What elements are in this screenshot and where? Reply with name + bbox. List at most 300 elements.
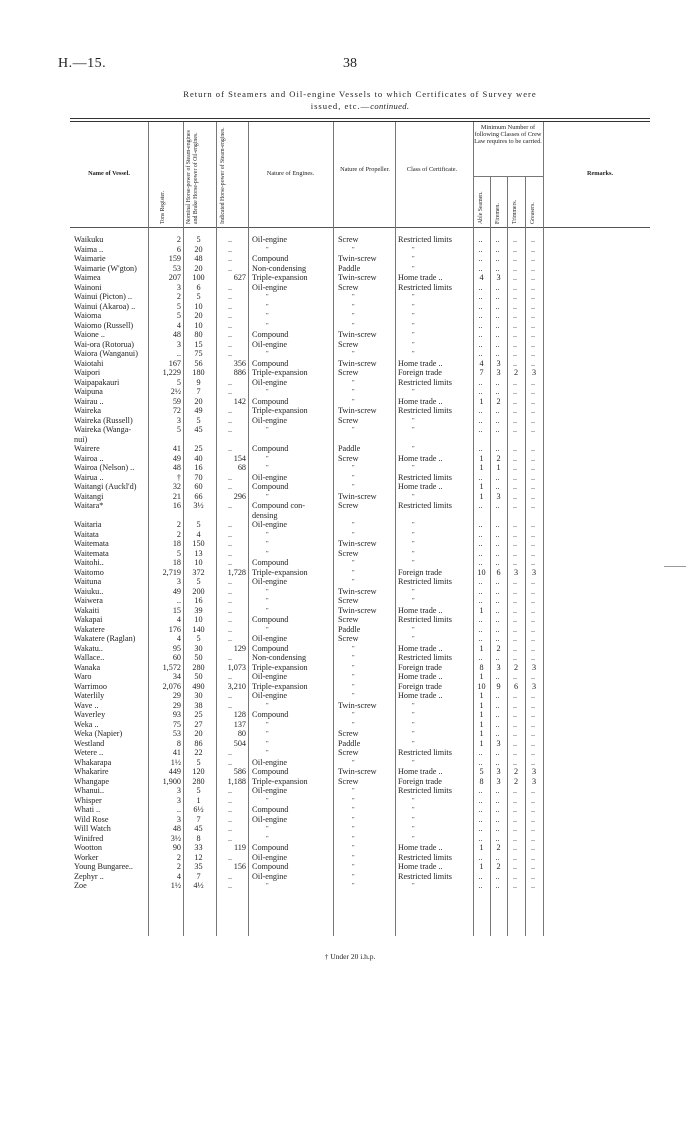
leader-dots: .. (495, 605, 500, 615)
leader-dots: .. (478, 320, 483, 330)
cell-tons: 16 (172, 501, 181, 510)
leader-dots: .. (513, 719, 517, 729)
cell-nhp: 13 (194, 548, 203, 558)
cell-cert: Restricted limits (398, 235, 452, 244)
leader-dots: .. (513, 358, 517, 368)
cell-prop: " (352, 426, 355, 433)
leader-dots: .. (531, 387, 535, 396)
cell-tons: 48 (172, 463, 181, 472)
cell-nhp: 280 (192, 776, 205, 786)
leader-dots: .. (478, 501, 483, 510)
cell-tons: 449 (168, 767, 181, 776)
header-certificate: Class of Certificate. (406, 166, 458, 173)
cell-tons: 49 (172, 453, 181, 463)
cell-prop: Twin-screw (338, 254, 377, 263)
leader-dots: .. (478, 577, 483, 586)
cell-cert: Restricted limits (398, 786, 452, 795)
cell-nhp: 200 (192, 586, 205, 596)
leader-dots: .. (531, 254, 535, 263)
cell-tons: 2 (176, 529, 181, 539)
cell-cert: Home trade .. (398, 672, 443, 681)
cell-ihp: 886 (233, 368, 246, 377)
cell-cert: " (412, 426, 415, 433)
cell-name: Wave .. (74, 700, 99, 710)
cell-name: Waitara* (74, 501, 104, 510)
cell-prop: Screw (338, 501, 359, 510)
leader-dots: .. (531, 529, 535, 539)
leader-dots: .. (228, 833, 232, 843)
cell-nhp: 7 (196, 387, 201, 396)
leader-dots: .. (531, 833, 535, 843)
cell-f: 2 (496, 862, 501, 871)
header-trimmers: Trimmers. (512, 199, 518, 224)
cell-cert: " (412, 312, 415, 319)
leader-dots: .. (513, 301, 517, 311)
cell-nhp: 20 (194, 244, 203, 254)
cell-name: Waiotahi (74, 358, 104, 368)
cell-eng: Oil-engine (252, 415, 288, 425)
cell-name: Waimea (74, 273, 101, 282)
cell-a: 10 (477, 567, 486, 577)
leader-dots: .. (495, 729, 500, 738)
cell-tons: 6 (176, 244, 181, 254)
cell-tons: .. (176, 349, 181, 358)
cell-a: 1 (479, 729, 484, 738)
cell-name: Wainui (Akaroa) .. (74, 301, 136, 311)
cell-a: 1 (479, 453, 484, 463)
cell-t: 2 (513, 368, 519, 377)
leader-dots: .. (478, 387, 483, 396)
cell-tons: 5 (176, 301, 181, 311)
cell-eng: Oil-engine (252, 871, 288, 881)
leader-dots: .. (531, 586, 535, 596)
cell-name: Waipapakauri (74, 377, 120, 387)
leader-dots: .. (495, 634, 500, 643)
leader-dots: .. (513, 634, 517, 643)
cell-a: 1 (479, 643, 484, 653)
cell-nhp: 20 (194, 311, 203, 320)
leader-dots: .. (513, 235, 517, 244)
cell-tons: 4 (176, 615, 181, 624)
cell-eng: " (266, 701, 269, 709)
cell-name: Wakaiti (74, 605, 100, 615)
leader-dots: .. (531, 292, 535, 301)
leader-dots: .. (228, 748, 232, 757)
cell-name: Whati .. (74, 805, 101, 814)
cell-eng: Compound (252, 330, 289, 339)
leader-dots: .. (531, 862, 535, 871)
cell-f: 2 (496, 453, 501, 463)
cell-nhp: 7 (196, 871, 201, 881)
leader-dots: .. (531, 605, 535, 615)
leader-dots: .. (513, 786, 517, 795)
leader-dots: .. (513, 320, 517, 330)
cell-prop: " (352, 350, 355, 357)
cell-nhp: 20 (194, 263, 203, 273)
cell-cert: " (412, 416, 415, 424)
leader-dots: .. (495, 710, 500, 719)
leader-dots: .. (531, 377, 535, 387)
cell-name: Winifred (74, 833, 104, 843)
leader-dots: .. (478, 833, 483, 843)
cell-eng: Oil-engine (252, 634, 288, 643)
cell-tons: 3½ (170, 833, 181, 843)
cell-cert: Restricted limits (398, 472, 452, 482)
cell-cert: " (412, 882, 415, 889)
cell-name: Waikuku (74, 235, 104, 244)
cell-eng: " (266, 245, 269, 253)
leader-dots: .. (495, 871, 500, 881)
cell-f: 1 (496, 463, 501, 472)
cell-a: 1 (479, 700, 484, 710)
cell-ihp: 1,188 (227, 776, 246, 786)
cell-name: Wainui (Picton) .. (74, 292, 133, 301)
cell-eng: Oil-engine (252, 472, 288, 482)
cell-prop: " (352, 673, 355, 680)
leader-dots: .. (228, 871, 232, 881)
leader-dots: .. (495, 472, 500, 482)
cell-eng: Triple-expansion (252, 406, 308, 415)
leader-dots: .. (513, 444, 517, 453)
cell-nhp: 15 (194, 339, 203, 349)
leader-dots: .. (531, 244, 535, 254)
cell-cert: " (412, 302, 415, 310)
cell-nhp: 100 (192, 273, 205, 282)
leader-dots: .. (478, 254, 483, 263)
leader-dots: .. (495, 425, 500, 434)
leader-dots: .. (228, 387, 232, 396)
cell-ihp: 142 (233, 396, 246, 406)
cell-cert: " (412, 635, 415, 642)
cell-a: 4 (479, 358, 484, 368)
cell-eng: " (266, 549, 269, 557)
leader-dots: .. (531, 653, 535, 662)
leader-dots: .. (495, 814, 500, 824)
leader-dots: .. (228, 605, 232, 615)
cell-ihp: 586 (233, 767, 246, 776)
cell-eng: Triple-expansion (252, 368, 308, 377)
leader-dots: .. (495, 596, 500, 605)
cell-name: Whakarire (74, 767, 109, 776)
cell-name: Worker (74, 852, 99, 862)
cell-prop: " (352, 758, 355, 766)
cell-cert: " (412, 350, 415, 357)
cell-f: 9 (496, 681, 501, 691)
leader-dots: .. (228, 795, 232, 805)
cell-eng: " (266, 321, 269, 329)
cell-cert: Restricted limits (398, 282, 452, 292)
cell-name: Zephyr .. (74, 871, 104, 881)
cell-eng: Oil-engine (252, 757, 288, 767)
leader-dots: .. (478, 377, 483, 387)
cell-nhp: 10 (194, 615, 203, 624)
leader-dots: .. (478, 425, 483, 434)
cell-prop: Paddle (338, 738, 361, 748)
leader-dots: .. (531, 634, 535, 643)
cell-cert: Restricted limits (398, 653, 452, 662)
margin-mark (664, 566, 686, 567)
cell-nhp: 5 (196, 292, 201, 301)
cell-cert: " (412, 587, 415, 595)
cell-cert: Restricted limits (398, 852, 452, 862)
cell-nhp: 5 (196, 634, 201, 643)
cell-nhp: 75 (194, 349, 203, 358)
cell-eng: " (266, 587, 269, 595)
cell-nhp: 66 (194, 491, 203, 501)
leader-dots: .. (531, 463, 535, 472)
leader-dots: .. (228, 529, 232, 539)
cell-prop: " (352, 312, 355, 319)
leader-dots: .. (513, 748, 517, 757)
leader-dots: .. (478, 244, 483, 254)
leader-dots: .. (513, 453, 517, 463)
leader-dots: .. (513, 254, 517, 263)
cell-t: 6 (513, 681, 519, 691)
cell-eng: " (266, 720, 269, 728)
cell-tons: † (176, 472, 181, 482)
leader-dots: .. (228, 482, 232, 491)
leader-dots: .. (478, 748, 483, 757)
leader-dots: .. (228, 691, 232, 700)
leader-dots: .. (478, 406, 483, 415)
cell-nhp: 140 (192, 624, 205, 634)
cell-tons: 5 (176, 377, 181, 387)
cell-nhp: 6 (196, 282, 201, 292)
leader-dots: .. (531, 273, 535, 282)
leader-dots: .. (513, 558, 517, 567)
cell-f: 3 (496, 767, 501, 776)
cell-cert: Home trade .. (398, 273, 443, 282)
cell-nhp: 45 (194, 824, 203, 833)
cell-cert: " (412, 711, 415, 718)
cell-tons: 3 (176, 786, 181, 795)
cell-cert: Home trade .. (398, 482, 443, 491)
cell-eng: Triple-expansion (252, 662, 308, 672)
cell-a: 1 (479, 719, 484, 729)
leader-dots: .. (513, 330, 517, 339)
leader-dots: .. (478, 805, 483, 814)
leader-dots: .. (513, 529, 517, 539)
leader-dots: .. (513, 539, 517, 548)
cell-nhp: 10 (194, 320, 203, 330)
cell-name: Waitaria (74, 520, 102, 529)
cell-cert: " (412, 540, 415, 547)
cell-eng: Compound (252, 358, 289, 368)
leader-dots: .. (228, 757, 232, 767)
leader-dots: .. (495, 387, 500, 396)
cell-tons: 60 (172, 653, 181, 662)
leader-dots: .. (513, 672, 517, 681)
leader-dots: .. (228, 425, 232, 434)
cell-eng: Compound (252, 254, 289, 263)
leader-dots: .. (531, 729, 535, 738)
title-line-1: Return of Steamers and Oil-engine Vessels to which Certificates of Survey were (183, 89, 537, 99)
cell-eng: Oil-engine (252, 520, 288, 529)
cell-nhp: 80 (194, 330, 203, 339)
cell-tons: 41 (172, 748, 181, 757)
cell-cert: " (412, 597, 415, 604)
cell-eng: Triple-expansion (252, 776, 308, 786)
cell-eng: Oil-engine (252, 577, 288, 586)
cell-name: Wairoa .. (74, 453, 104, 463)
cell-ihp: 128 (233, 710, 246, 719)
cell-nhp: 8 (196, 833, 201, 843)
cell-nhp: 180 (192, 368, 205, 377)
cell-cert: " (412, 730, 415, 737)
cell-f: 2 (496, 643, 501, 653)
leader-dots: .. (478, 852, 483, 862)
cell-cert: " (412, 825, 415, 832)
cell-eng: " (266, 492, 269, 500)
cell-a: 7 (479, 368, 484, 377)
leader-dots: .. (478, 263, 483, 273)
leader-dots: .. (478, 558, 483, 567)
leader-dots: .. (228, 244, 232, 254)
cell-cert: " (412, 530, 415, 538)
leader-dots: .. (495, 244, 500, 254)
cell-tons: 93 (172, 710, 181, 719)
leader-dots: .. (513, 244, 517, 254)
cell-cert: " (412, 255, 415, 262)
leader-dots: .. (228, 320, 232, 330)
cell-nhp: 10 (194, 301, 203, 311)
cell-tons: .. (176, 805, 181, 814)
cell-eng: Triple-expansion (252, 567, 308, 577)
cell-tons: 2½ (170, 387, 181, 396)
leader-dots: .. (478, 235, 483, 244)
leader-dots: .. (478, 871, 483, 881)
cell-eng: " (266, 749, 269, 756)
cell-name: Wairau .. (74, 396, 104, 406)
leader-dots: .. (478, 539, 483, 548)
cell-nhp: 3½ (193, 501, 204, 510)
cell-cert: " (412, 340, 415, 348)
leader-dots: .. (513, 833, 517, 843)
cell-nhp: 7 (196, 814, 201, 824)
leader-dots: .. (513, 501, 517, 510)
leader-dots: .. (228, 444, 232, 453)
leader-dots: .. (531, 738, 535, 748)
leader-dots: .. (531, 358, 535, 368)
leader-dots: .. (495, 852, 500, 862)
cell-f: 6 (496, 567, 501, 577)
cell-prop: " (352, 806, 355, 813)
cell-nhp: 5 (196, 757, 201, 767)
cell-cert: " (412, 521, 415, 528)
cell-nhp: 20 (194, 729, 203, 738)
leader-dots: .. (495, 719, 500, 729)
cell-prop: " (352, 682, 355, 690)
cell-nhp: 50 (194, 653, 203, 662)
cell-tons: 1,229 (162, 368, 181, 377)
cell-cert: Restricted limits (398, 501, 452, 510)
cell-name: Wairoa (Nelson) .. (74, 463, 135, 472)
leader-dots: .. (478, 615, 483, 624)
cell-name: Waione .. (74, 330, 105, 339)
cell-prop: Twin-screw (338, 358, 377, 368)
cell-tons: 48 (172, 824, 181, 833)
cell-a: 1 (479, 710, 484, 719)
leader-dots: .. (531, 444, 535, 453)
cell-cert: " (412, 321, 415, 329)
leader-dots: .. (495, 548, 500, 558)
cell-prop: Screw (338, 776, 359, 786)
leader-dots: .. (513, 757, 517, 767)
leader-dots: .. (495, 653, 500, 662)
leader-dots: .. (513, 577, 517, 586)
leader-dots: .. (531, 548, 535, 558)
cell-nhp: 280 (192, 662, 205, 672)
leader-dots: .. (478, 529, 483, 539)
page-reference: H.—15. (58, 56, 107, 71)
cell-tons: 49 (172, 586, 181, 596)
cell-ihp: 129 (233, 643, 246, 653)
cell-tons: 34 (172, 672, 181, 681)
cell-name: Young Bungaree.. (74, 862, 133, 871)
cell-name: Waitomo (74, 567, 104, 577)
cell-name: Waituna (74, 577, 102, 586)
cell-ihp: 3,210 (227, 681, 246, 691)
leader-dots: .. (495, 292, 500, 301)
leader-dots: .. (513, 339, 517, 349)
cell-prop: " (352, 521, 355, 528)
cell-nhp: 9 (196, 377, 201, 387)
cell-f: 3 (496, 358, 501, 368)
cell-a: 1 (479, 396, 484, 406)
leader-dots: .. (531, 852, 535, 862)
cell-prop: " (352, 321, 355, 329)
leader-dots: .. (228, 615, 232, 624)
leader-dots: .. (513, 738, 517, 748)
cell-eng: Non-condensing (252, 263, 307, 273)
cell-prop: " (352, 473, 355, 481)
leader-dots: .. (495, 282, 500, 292)
cell-f: 3 (496, 368, 501, 377)
cell-prop: " (352, 530, 355, 538)
cell-nhp: 1 (196, 795, 201, 805)
cell-tons: 5 (176, 311, 181, 320)
leader-dots: .. (513, 463, 517, 472)
cell-prop: Screw (338, 415, 359, 425)
leader-dots: .. (495, 757, 500, 767)
cell-prop: Screw (338, 339, 359, 349)
cell-eng: " (266, 606, 269, 614)
leader-dots: .. (531, 282, 535, 292)
leader-dots: .. (478, 814, 483, 824)
leader-dots: .. (228, 292, 232, 301)
cell-name: Waiwera (74, 596, 103, 605)
cell-a: 1 (479, 491, 484, 501)
leader-dots: .. (478, 292, 483, 301)
leader-dots: .. (531, 871, 535, 881)
leader-dots: .. (228, 330, 232, 339)
cell-tons: 2 (176, 520, 181, 529)
cell-t: 3 (513, 567, 519, 577)
cell-prop: " (352, 720, 355, 728)
cell-name: Waterlily (74, 691, 105, 700)
cell-tons: 167 (168, 358, 181, 368)
cell-prop: Screw (338, 634, 359, 643)
leader-dots: .. (513, 263, 517, 273)
cell-name: Waiomo (Russell) (74, 320, 134, 330)
leader-dots: .. (495, 311, 500, 320)
cell-eng: Oil-engine (252, 786, 288, 795)
leader-dots: .. (513, 548, 517, 558)
cell-nhp: 4½ (193, 881, 204, 890)
cell-name: Waitohi.. (74, 558, 104, 567)
leader-dots: .. (531, 520, 535, 529)
cell-nhp: 5 (196, 415, 201, 425)
